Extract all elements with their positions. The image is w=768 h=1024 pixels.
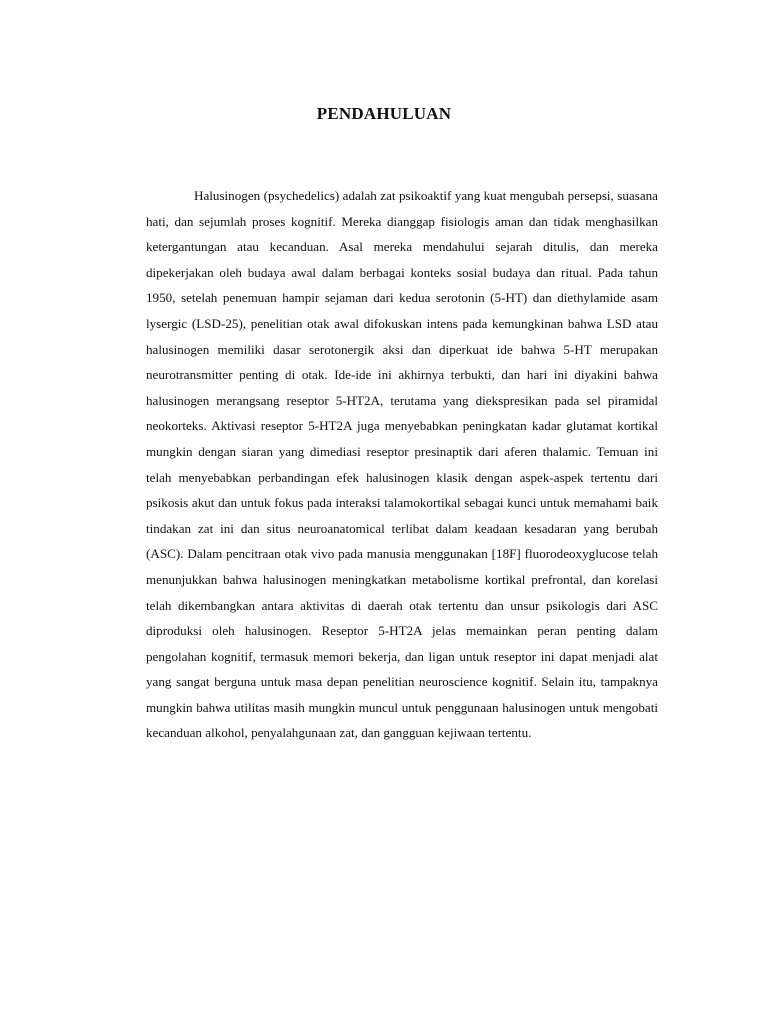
page-title: PENDAHULUAN xyxy=(316,104,452,123)
body-paragraph: Halusinogen (psychedelics) adalah zat psikoaktif yang kuat mengubah persepsi, suasana hati, dan sejumlah proses kognitif. Mereka dianggap fisiologis aman dan tidak menghasilkan ketergantungan atau kecanduan. Asal mereka mendahului sejarah ditulis, dan mereka dipekerjakan oleh budaya awal dalam berbagai konteks sosial budaya dan ritual. Pada tahun 1950, setelah penemuan hampir sejaman dari kedua serotonin (5-HT) dan diethylamide asam lysergic (LSD-25), penelitian otak awal difokuskan intens pada kemungkinan bahwa LSD atau halusinogen memiliki dasar serotonergik aksi dan diperkuat ide bahwa 5-HT merupakan neurotransmitter penting di otak. Ide-ide ini akhirnya terbukti, dan hari ini diyakini bahwa halusinogen merangsang reseptor 5-HT2A, terutama yang diekspresikan pada sel piramidal neokorteks. Aktivasi reseptor 5-HT2A juga menyebabkan peningkatan kadar glutamat kortikal mungkin dengan siaran yang dimediasi reseptor presinaptik dari aferen thalamic. Temuan ini telah menyebabkan perbandingan efek halusinogen klasik dengan aspek-aspek tertentu dari psikosis akut dan untuk fokus pada interaksi talamokortikal sebagai kunci untuk memahami baik tindakan zat ini dan situs neuroanatomical terlibat dalam keadaan kesadaran yang berubah (ASC). Dalam pencitraan otak vivo pada manusia menggunakan [18F] fluorodeoxyglucose telah menunjukkan bahwa halusinogen meningkatkan metabolisme kortikal prefrontal, dan korelasi telah dikembangkan antara aktivitas di daerah otak tertentu dan unsur psikologis dari ASC diproduksi oleh halusinogen. Reseptor 5-HT2A jelas memainkan peran penting dalam pengolahan kognitif, termasuk memori bekerja, dan ligan untuk reseptor ini dapat menjadi alat yang sangat berguna untuk masa depan penelitian neuroscience kognitif. Selain itu, tampaknya mungkin bahwa utilitas masih mungkin muncul untuk penggunaan halusinogen untuk mengobati kecanduan alkohol, penyalahgunaan zat, dan gangguan kejiwaan tertentu. xyxy=(146,188,658,741)
